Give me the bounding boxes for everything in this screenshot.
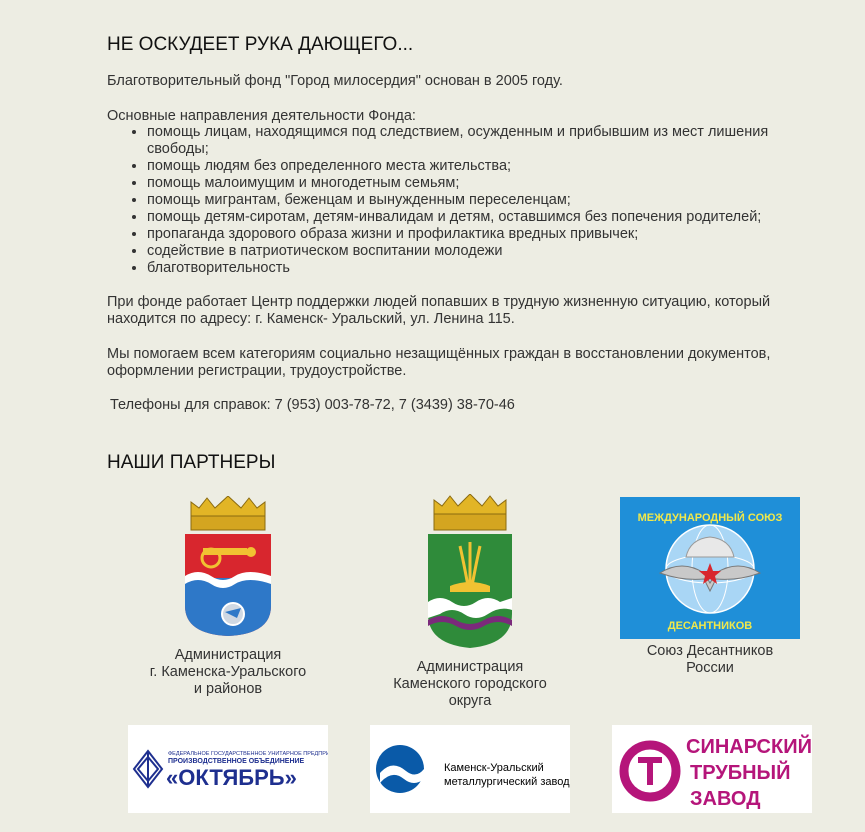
directions-list: [107, 124, 807, 277]
oktyabr-small-text: ФЕДЕРАЛЬНОЕ ГОСУДАРСТВЕННОЕ УНИТАРНОЕ ПРЕДПРИЯТИЕ: [168, 751, 328, 757]
partners-heading: НАШИ ПАРТНЕРЫ: [107, 452, 276, 473]
kuzm-text-line: Каменск-Уральский: [444, 762, 544, 774]
kuzm-logo-icon: [370, 725, 570, 813]
list-item: • помощь людям без определенного места жительства;: [147, 158, 807, 175]
desant-logo-bottom-text: ДЕСАНТНИКОВ: [667, 620, 753, 632]
partner-caption-line: и районов: [193, 681, 263, 697]
list-item: • пропаганда здорового образа жизни и профилактика вредных привычек;: [147, 226, 807, 243]
help-text: Мы помогаем всем категориям социально незащищённых граждан в восстановлении документов, оформлении регистрации, трудоустройстве.: [107, 346, 771, 379]
partner-caption-line: округа: [448, 693, 492, 709]
desant-union-logo-icon[interactable]: [620, 497, 800, 639]
partner-caption-line: Союз Десантников: [646, 643, 774, 659]
partner-caption-line: Каменского городского: [393, 676, 547, 692]
desant-logo-top-text: МЕЖДУНАРОДНЫЙ СОЮЗ: [637, 512, 783, 524]
partner-desant-union[interactable]: [612, 497, 808, 677]
partner-caption-line: Администрация: [416, 659, 524, 675]
partner-caption-line: Администрация: [174, 647, 282, 663]
list-item: • помощь мигрантам, беженцам и вынужденным переселенцам;: [147, 192, 807, 209]
center-text: При фонде работает Центр поддержки людей попавших в трудную жизненную ситуацию, который находится по адресу: г. Каменск- Уральский, ул. Ленина 115.: [107, 294, 771, 327]
oktyabr-name-text: «ОКТЯБРЬ»: [166, 765, 297, 790]
kamensky-okrug-coat-of-arms-icon[interactable]: [420, 494, 520, 654]
partner-oktyabr-logo[interactable]: [128, 725, 328, 813]
founded-text: Благотворительный фонд "Город милосердия" основан в 2005 году.: [107, 73, 563, 89]
partner-kamensk-okrug[interactable]: [380, 494, 560, 710]
list-item: • помощь лицам, находящимся под следствием, осужденным и прибывшим из мест лишения свободы;: [147, 124, 807, 158]
list-item: • помощь детям-сиротам, детям-инвалидам и детям, оставшимся без попечения родителей;: [147, 209, 807, 226]
list-item: • помощь малоимущим и многодетным семьям;: [147, 175, 807, 192]
sinara-text-line: ТРУБНЫЙ: [690, 762, 791, 784]
partner-kamensk-city[interactable]: [130, 496, 326, 698]
kamensk-city-coat-of-arms-icon[interactable]: [173, 496, 283, 642]
partner-kuzm-logo[interactable]: [370, 725, 570, 813]
kuzm-text-line: металлургический завод: [444, 776, 570, 788]
partner-caption-line: г. Каменска-Уральского: [149, 664, 307, 680]
oktyabr-small-text: ПРОИЗВОДСТВЕННОЕ ОБЪЕДИНЕНИЕ: [168, 758, 305, 765]
phones-text: Телефоны для справок: 7 (953) 003-78-72, 7 (3439) 38-70-46: [110, 397, 515, 413]
sinara-logo-icon: [612, 725, 812, 813]
directions-title: Основные направления деятельности Фонда:: [107, 108, 416, 124]
sinara-text-line: ЗАВОД: [690, 788, 761, 810]
page-title: НЕ ОСКУДЕЕТ РУКА ДАЮЩЕГО...: [107, 34, 414, 55]
partner-caption-line: России: [686, 660, 734, 676]
list-item: • благотворительность: [147, 260, 807, 277]
partner-sinara-logo[interactable]: [612, 725, 812, 813]
sinara-text-line: СИНАРСКИЙ: [686, 736, 812, 758]
oktyabr-logo-icon: [128, 725, 328, 813]
list-item: • содействие в патриотическом воспитании молодежи: [147, 243, 807, 260]
